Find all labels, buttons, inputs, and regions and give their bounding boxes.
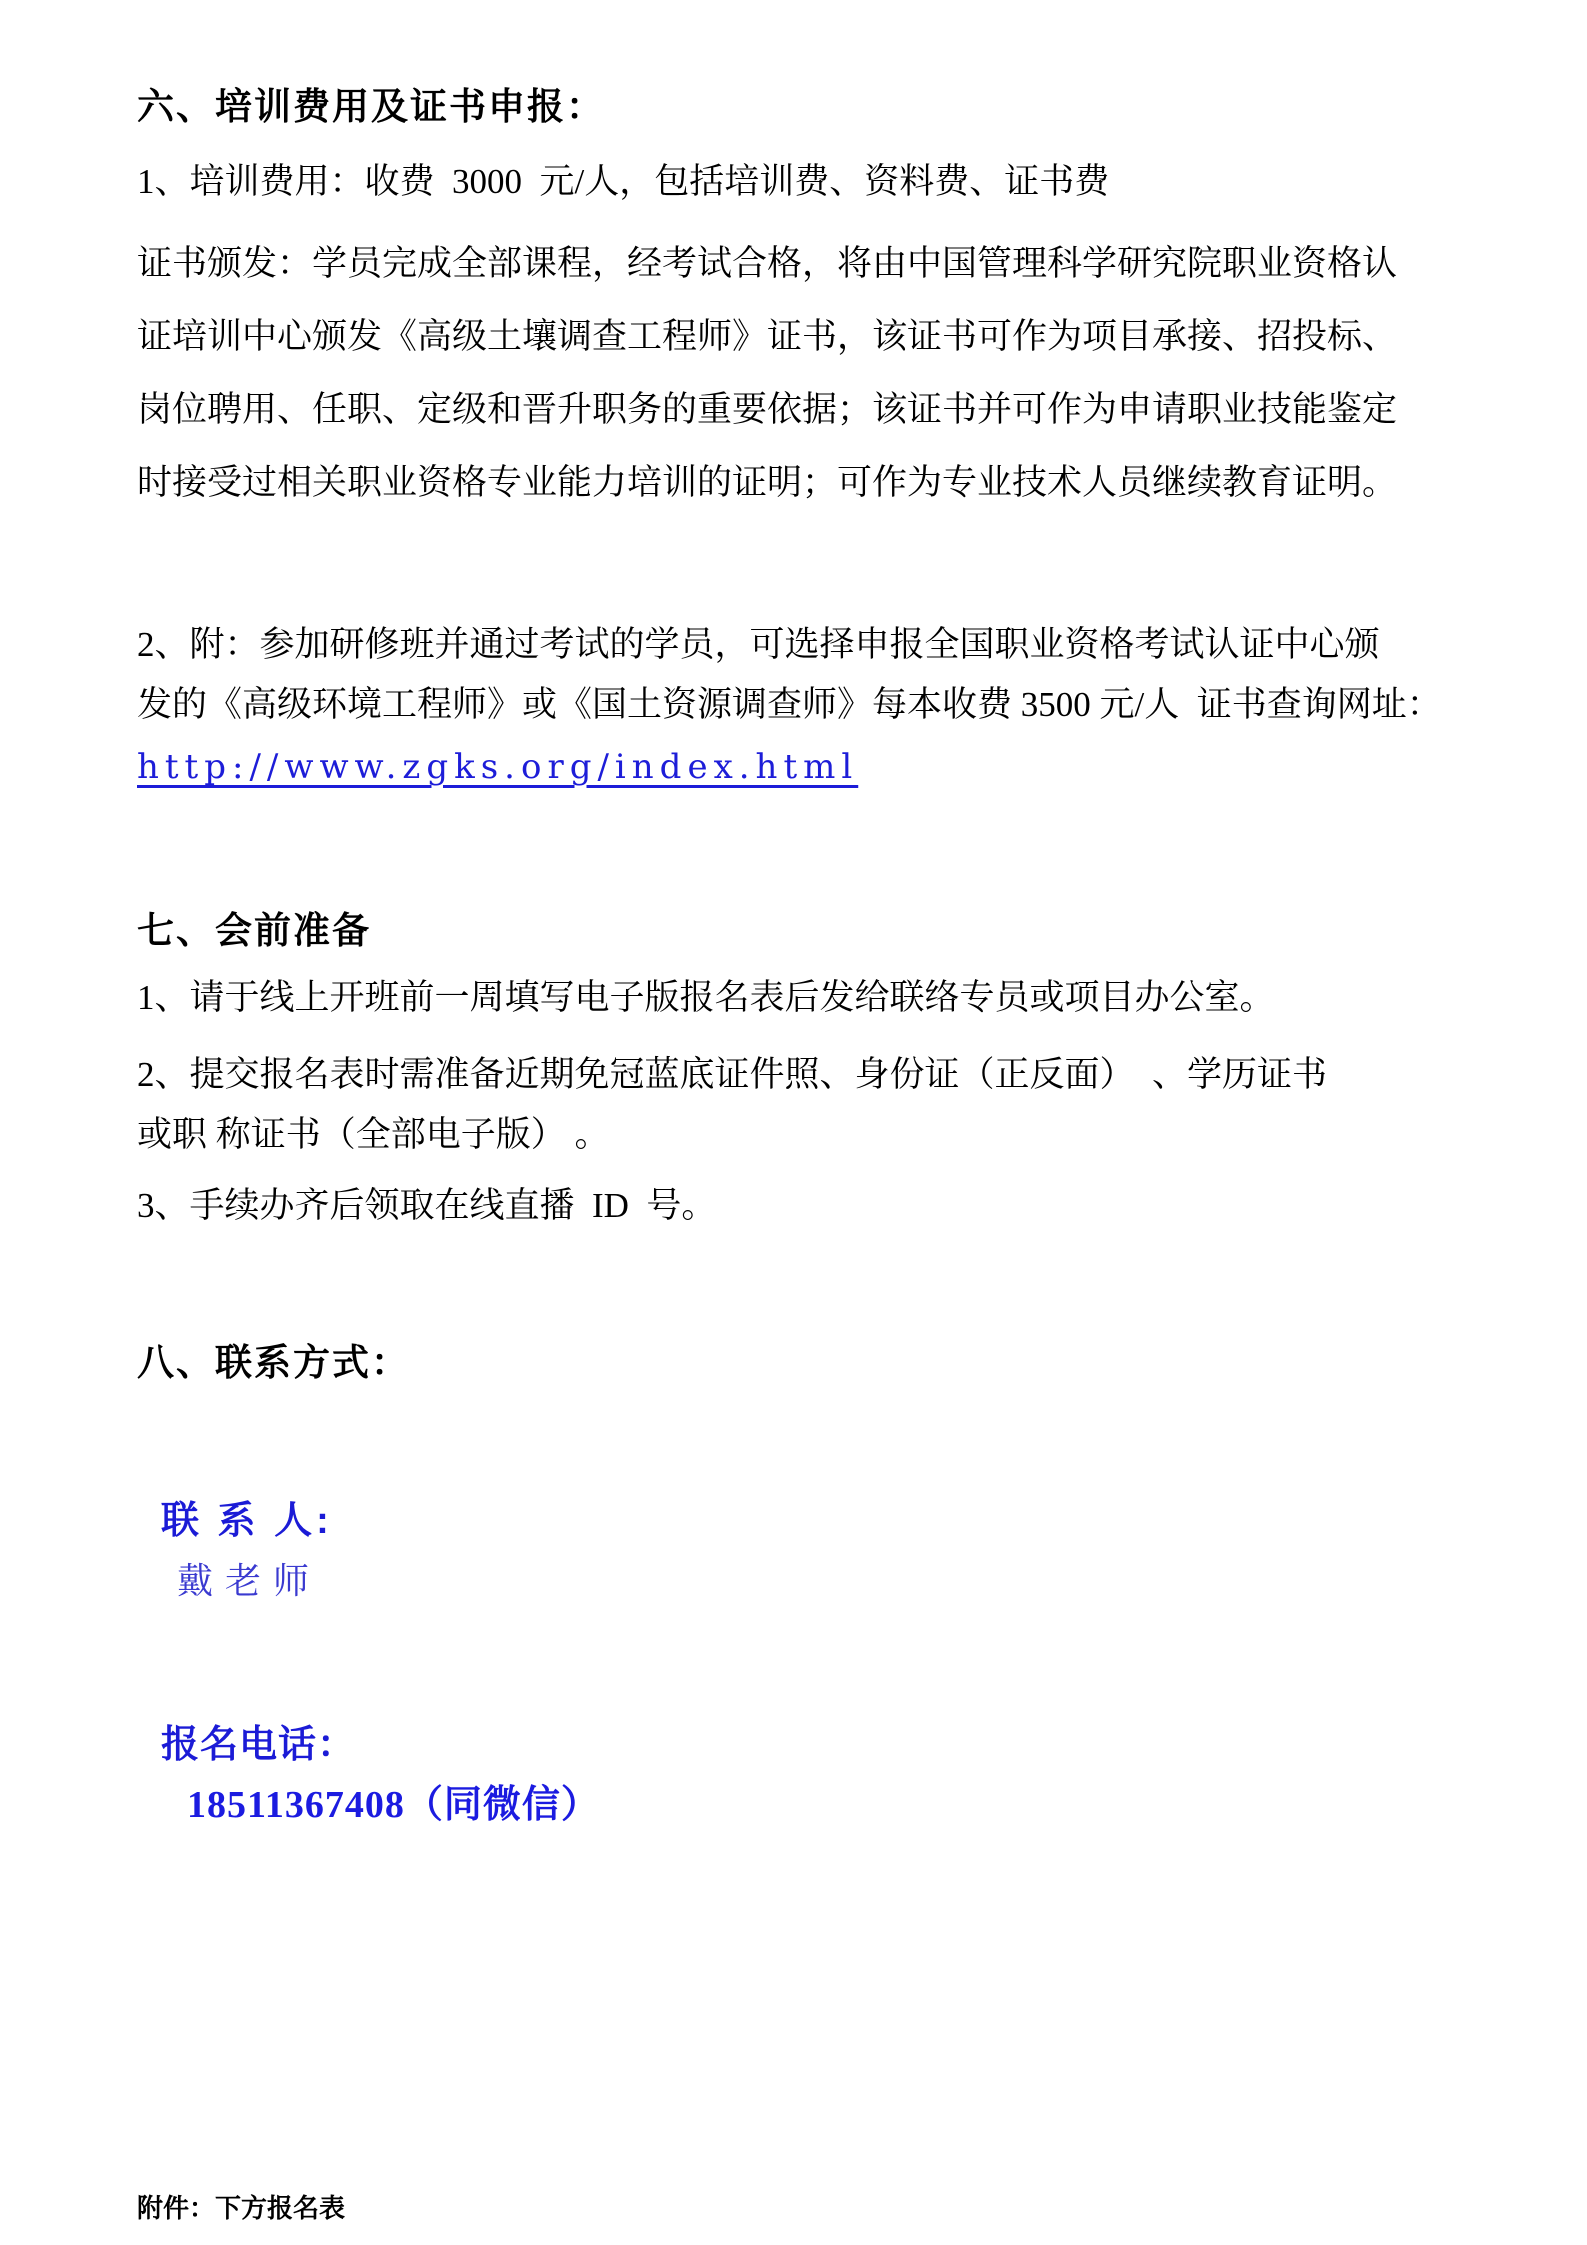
contact-person-label: 联 系 人: (161, 1500, 333, 1542)
section-six-heading: 六、培训费用及证书申报： (137, 86, 605, 127)
section-eight-heading: 八、联系方式： (137, 1342, 410, 1383)
pre-meeting-item-1: 1、请于线上开班前一周填写电子版报名表后发给联络专员或项目办公室。 (137, 978, 1275, 1017)
section-seven-heading: 七、会前准备 (137, 910, 371, 951)
training-fee-item: 1、培训费用：收费 3000 元/人，包括培训费、资料费、证书费 (137, 162, 1110, 201)
contact-info-block (137, 1443, 1450, 1891)
paragraph-line: 岗位聘用、任职、定级和晋升职务的重要依据；该证书并可作为申请职业技能鉴定 (137, 390, 1398, 429)
paragraph-line: 或职 称证书（全部电子版） 。 (137, 1115, 610, 1154)
phone-number: 18511367408（同微信） (187, 1784, 600, 1826)
contact-person-name: 戴老师 (177, 1561, 322, 1601)
paragraph-line: 发的《高级环境工程师》或《国土资源调查师》每本收费 3500 元/人 证书查询网址： (137, 685, 1442, 724)
attachment-note: 附件：下方报名表 (137, 2193, 346, 2223)
certificate-query-url-line (137, 743, 1450, 791)
paragraph-line: 时接受过相关职业资格专业能力培训的证明；可作为专业技术人员继续教育证明。 (137, 463, 1398, 502)
pre-meeting-item-3: 3、手续办齐后领取在线直播 ID 号。 (137, 1186, 717, 1225)
certificate-query-link[interactable]: http://www.zgks.org/index.html (137, 747, 859, 787)
paragraph-line: 2、附：参加研修班并通过考试的学员，可选择申报全国职业资格考试认证中心颁 (137, 625, 1380, 664)
pre-meeting-item-2 (137, 1045, 1450, 1165)
contact-person-line (137, 1443, 1450, 1667)
phone-label: 报名电话： (161, 1724, 357, 1766)
paragraph-line: 2、提交报名表时需准备近期免冠蓝底证件照、身份证（正反面） 、学历证书 (137, 1055, 1328, 1094)
paragraph-line: 证书颁发：学员完成全部课程，经考试合格，将由中国管理科学研究院职业资格认 (137, 244, 1398, 283)
certificate-issue-paragraph (137, 227, 1450, 519)
optional-certificate-paragraph (137, 615, 1450, 735)
phone-line (137, 1667, 1450, 1891)
paragraph-line: 证培训中心颁发《高级土壤调查工程师》证书，该证书可作为项目承接、招投标、 (137, 317, 1398, 356)
